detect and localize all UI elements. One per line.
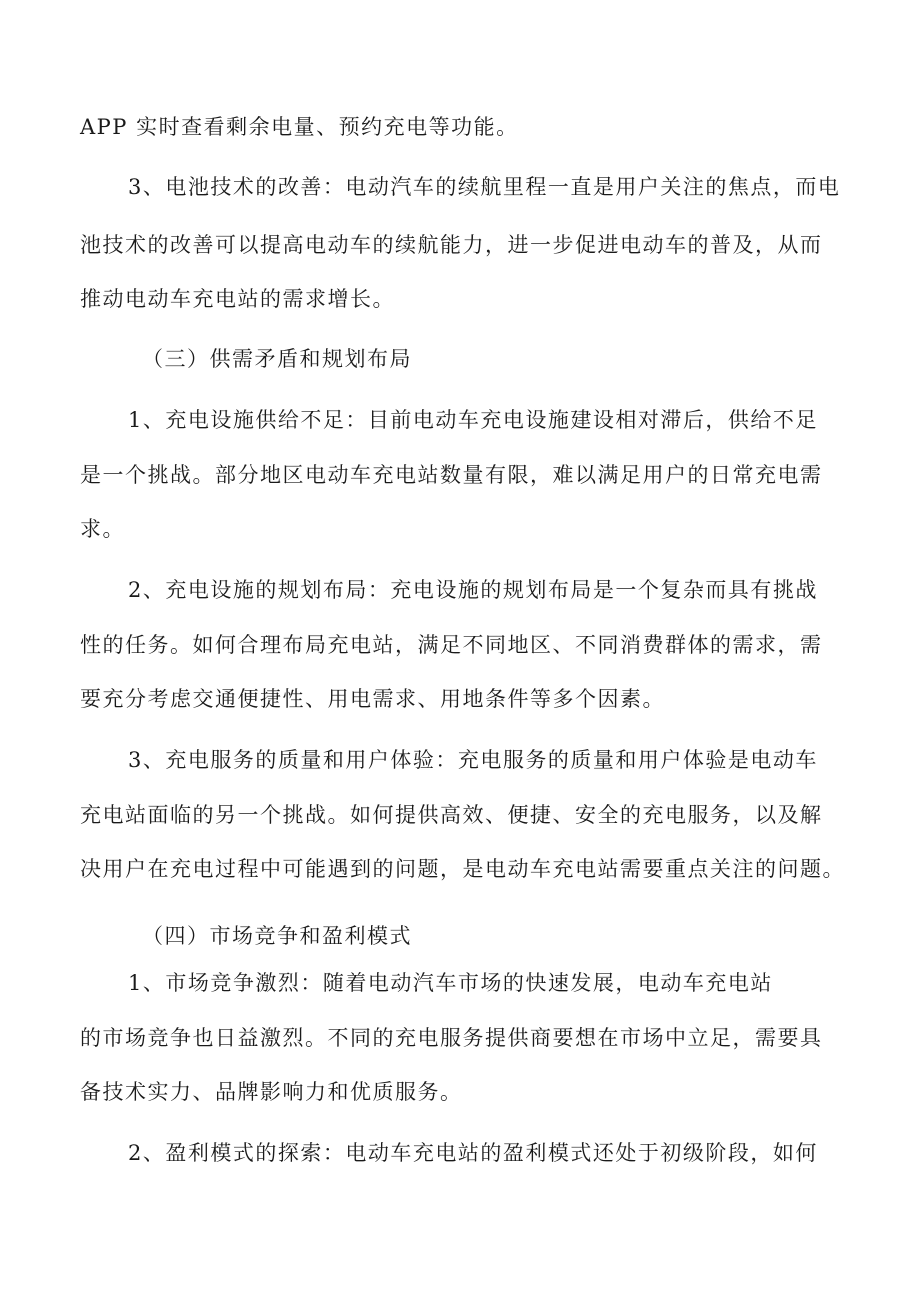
paragraph-line: 求。: [80, 517, 125, 541]
paragraph-line: 2、盈利模式的探索：电动车充电站的盈利模式还处于初级阶段，如何: [128, 1141, 818, 1165]
section-heading: （三）供需矛盾和规划布局: [142, 347, 412, 371]
paragraph-line: 1、市场竞争激烈：随着电动汽车市场的快速发展，电动车充电站: [128, 971, 773, 995]
paragraph-line: 1、充电设施供给不足：目前电动车充电设施建设相对滞后，供给不足: [128, 408, 818, 432]
paragraph-line: 要充分考虑交通便捷性、用电需求、用地条件等多个因素。: [80, 687, 665, 711]
paragraph-line: 3、充电服务的质量和用户体验：充电服务的质量和用户体验是电动车: [128, 748, 818, 772]
paragraph-line: 备技术实力、品牌影响力和优质服务。: [80, 1080, 463, 1104]
section-heading: （四）市场竞争和盈利模式: [142, 924, 412, 948]
paragraph-line: 2、充电设施的规划布局：充电设施的规划布局是一个复杂而具有挑战: [128, 578, 818, 602]
paragraph-line: 充电站面临的另一个挑战。如何提供高效、便捷、安全的充电服务，以及解: [80, 803, 823, 827]
paragraph-line: 3、电池技术的改善：电动汽车的续航里程一直是用户关注的焦点，而电: [128, 175, 841, 199]
paragraph-line: 性的任务。如何合理布局充电站，满足不同地区、不同消费群体的需求，需: [80, 633, 823, 657]
paragraph-line: 是一个挑战。部分地区电动车充电站数量有限，难以满足用户的日常充电需: [80, 463, 823, 487]
paragraph-line: 决用户在充电过程中可能遇到的问题，是电动车充电站需要重点关注的问题。: [80, 857, 845, 881]
paragraph-line: 的市场竞争也日益激烈。不同的充电服务提供商要想在市场中立足，需要具: [80, 1026, 823, 1050]
paragraph-line: 池技术的改善可以提高电动车的续航能力，进一步促进电动车的普及，从而: [80, 233, 823, 257]
paragraph-line: 推动电动车充电站的需求增长。: [80, 287, 395, 311]
paragraph-line: APP 实时查看剩余电量、预约充电等功能。: [80, 115, 519, 139]
